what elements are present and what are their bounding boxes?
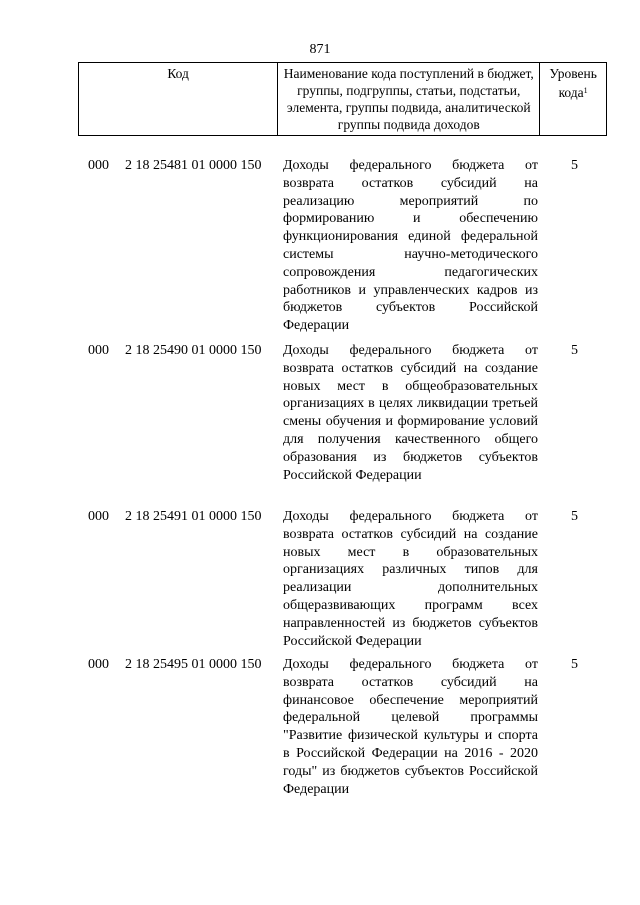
row-admin-code: 000 — [88, 343, 109, 358]
row-income-code: 2 18 25491 01 0000 150 — [125, 509, 262, 524]
row-income-code: 2 18 25481 01 0000 150 — [125, 158, 262, 173]
row-name: Доходы федерального бюджета от возврата остатков субсидий на реализацию мероприятий по формированию и обеспечению функционирования единой федеральной системы научно-методического сопровождения педагогических работников и управленческих кадров из бюджетов субъектов Российской Федерации — [283, 158, 538, 334]
header-level — [540, 63, 606, 135]
row-level: 5 — [571, 158, 578, 173]
row-admin-code: 000 — [88, 657, 109, 672]
row-name: Доходы федерального бюджета от возврата остатков субсидий на создание новых мест в общеобразовательных организациях в целях ликвидации третьей смены обучения и формирование условий для получения качественного общего образования из бюджетов субъектов Российской Федерации — [283, 343, 538, 483]
header-code: Код — [79, 63, 278, 135]
row-level: 5 — [571, 657, 578, 672]
row-admin-code: 000 — [88, 509, 109, 524]
header-level-label: Уровень кода — [549, 66, 597, 100]
table-header — [78, 62, 607, 136]
row-level: 5 — [571, 343, 578, 358]
header-level-footnote: 1 — [583, 86, 588, 95]
row-name: Доходы федерального бюджета от возврата остатков субсидий на финансовое обеспечение мероприятий федеральной целевой программы "Развитие физической культуры и спорта в Российской Федерации на 2016 - 2020 годы" из бюджетов субъектов Российской Федерации — [283, 657, 538, 797]
row-level: 5 — [571, 509, 578, 524]
row-name: Доходы федерального бюджета от возврата остатков субсидий на создание новых мест в образовательных организациях различных типов для реализации дополнительных общеразвивающих программ всех направленностей из бюджетов субъектов Российской Федерации — [283, 509, 538, 649]
row-admin-code: 000 — [88, 158, 109, 173]
row-income-code: 2 18 25490 01 0000 150 — [125, 343, 262, 358]
header-name: Наименование кода поступлений в бюджет, группы, подгруппы, статьи, подстатьи, элемента, группы подвида, аналитической группы подвида доходов — [278, 63, 540, 135]
page-number: 871 — [309, 42, 331, 57]
row-income-code: 2 18 25495 01 0000 150 — [125, 657, 262, 672]
